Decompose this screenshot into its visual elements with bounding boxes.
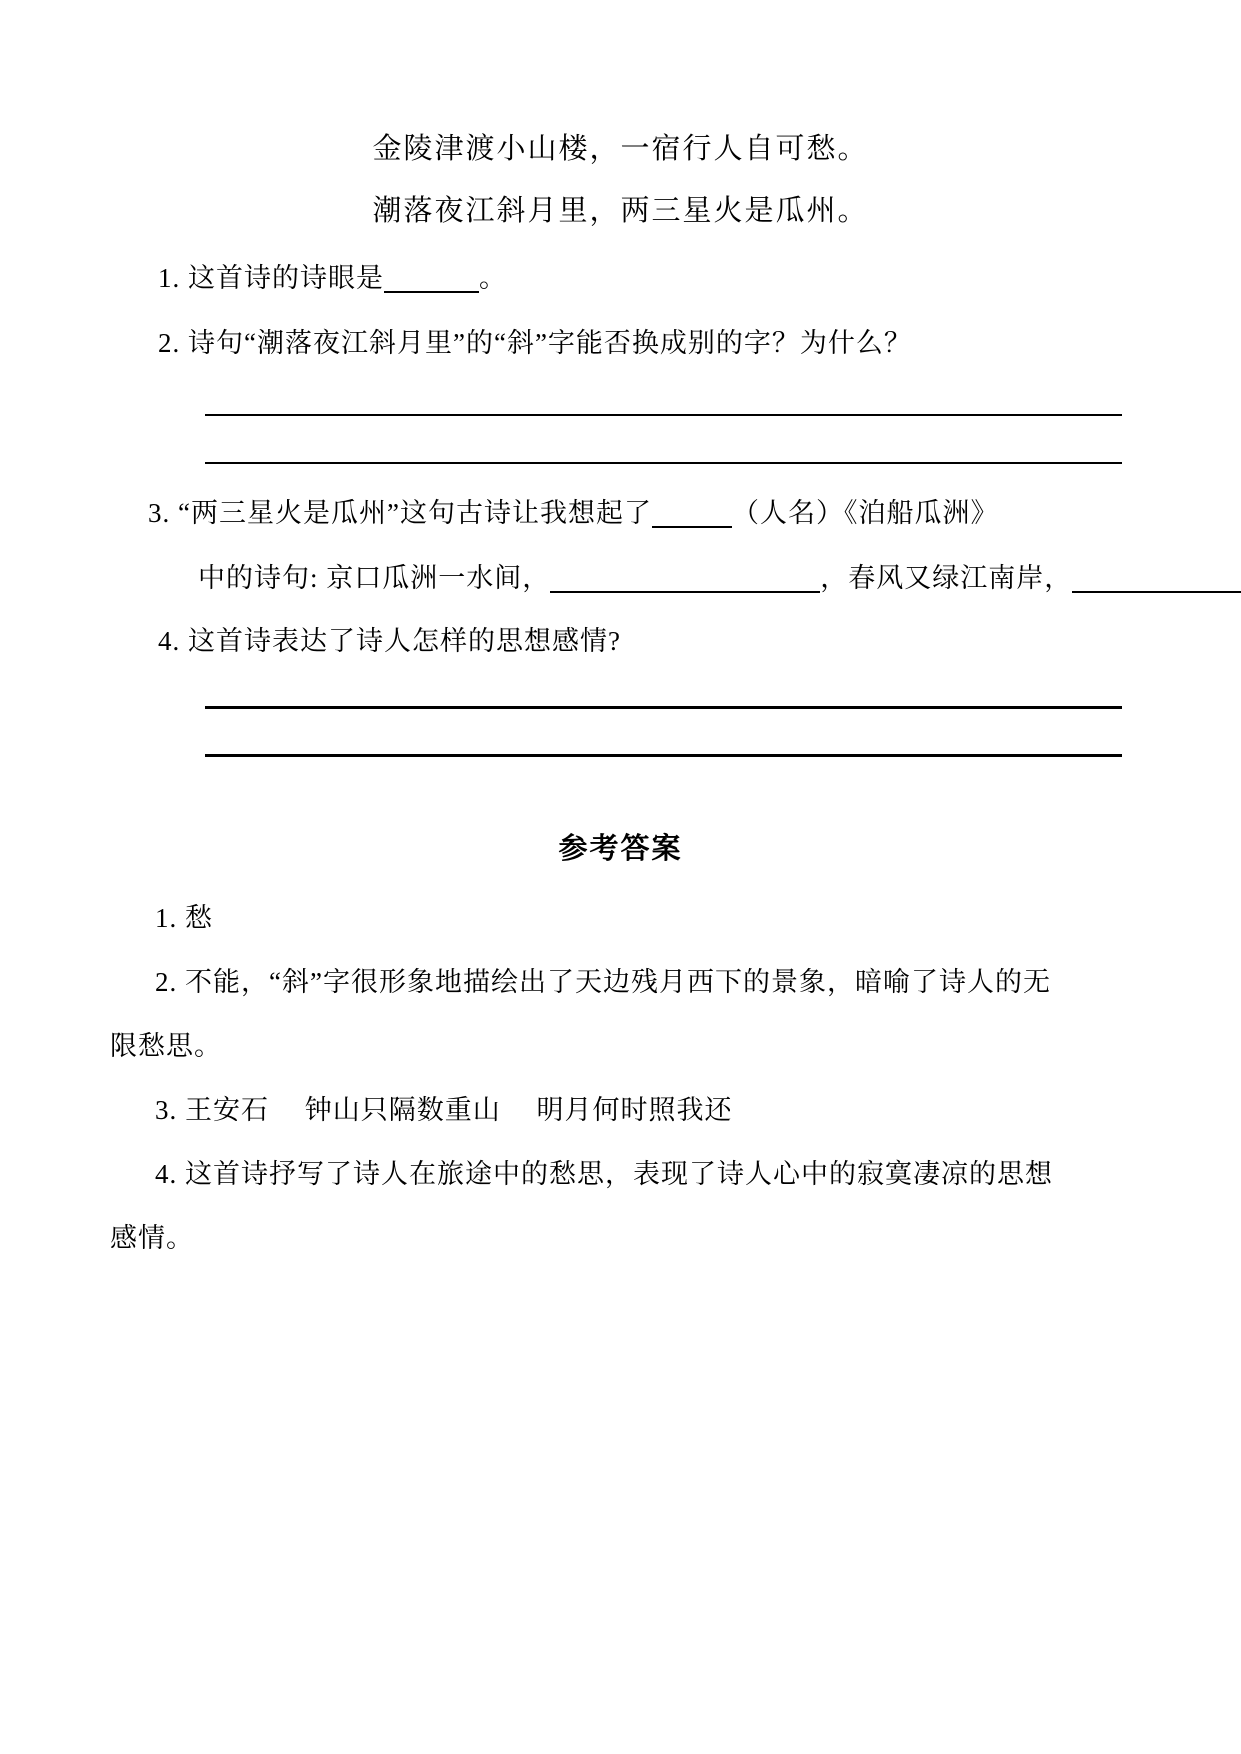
question-4-answer-line-2 [205,754,1122,757]
poem-line-2: 潮落夜江斜月里，两三星火是瓜州。 [372,195,869,227]
question-3-line-2 [198,560,1241,596]
question-2-answer-line-2 [205,462,1122,464]
question-1-period: 。 [479,263,507,293]
question-4-answer-line-1 [205,706,1122,709]
question-3-text-b: （人名）《泊船瓜洲》 [731,498,999,528]
question-4: 4. 这首诗表达了诗人怎样的思想感情? [158,626,621,656]
question-3-text-c: 中的诗句: 京口瓜洲一水间， [198,563,551,593]
question-3-verse-blank-1 [550,561,820,593]
question-1-text: 1. 这首诗的诗眼是 [158,263,384,293]
question-3-name-blank [652,496,732,528]
question-3-text-a: 3. “两三星火是瓜州”这句古诗让我想起了 [148,498,652,528]
question-2: 2. 诗句“潮落夜江斜月里”的“斜”字能否换成别的字？为什么？ [158,328,912,358]
poem-line-1: 金陵津渡小山楼，一宿行人自可愁。 [372,133,869,165]
question-1-fill-blank [384,261,479,293]
answer-3: 3. 王安石 钟山只隔数重山 明月何时照我还 [155,1095,733,1125]
question-3-verse-blank-2 [1072,561,1241,593]
question-3-text-d: ，春风又绿江南岸， [820,563,1073,593]
answer-key-heading: 参考答案 [558,833,683,865]
question-2-answer-line-1 [205,414,1122,416]
question-3-line-1 [148,495,998,531]
answer-4-line-2: 感情。 [110,1223,194,1253]
answer-1: 1. 愁 [155,903,213,933]
answer-2-line-2: 限愁思。 [110,1031,222,1061]
question-1 [158,260,507,296]
answer-2-line-1: 2. 不能，“斜”字很形象地描绘出了天边残月西下的景象，暗喻了诗人的无 [155,967,1051,997]
answer-4-line-1: 4. 这首诗抒写了诗人在旅途中的愁思，表现了诗人心中的寂寞凄凉的思想 [155,1159,1053,1189]
